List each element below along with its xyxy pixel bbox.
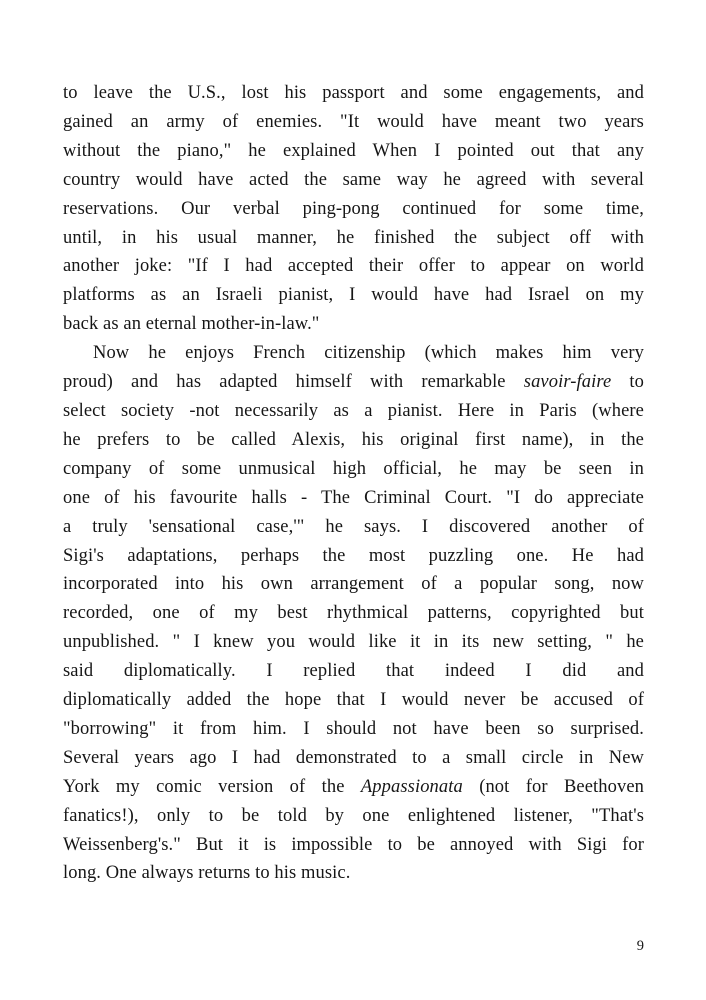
text-line: [63, 570, 644, 599]
text-line: [63, 628, 644, 657]
text-segment: fanatics!), only to be told by one enlightened listener, "That's: [63, 805, 644, 826]
text-line: [63, 310, 644, 339]
text-segment: country would have acted the same way he agreed with several: [63, 169, 644, 190]
text-segment: to leave the U.S., lost his passport and some engagements, and: [63, 83, 644, 103]
text-line: [63, 773, 644, 802]
text-block: [63, 79, 644, 888]
text-line: [63, 339, 644, 368]
text-segment: unpublished. " I knew you would like it in its new setting, " he: [63, 632, 644, 653]
text-line: [63, 426, 644, 455]
text-line: [63, 715, 644, 744]
text-line: [63, 657, 644, 686]
text-segment: long. One always returns to his music.: [63, 863, 351, 884]
text-segment: another joke: "If I had accepted their offer to appear on world: [63, 256, 644, 277]
text-line: [63, 484, 644, 513]
text-segment: said diplomatically. I replied that indeed I did and: [63, 661, 644, 682]
text-segment: Weissenberg's." But it is impossible to be annoyed with Sigi for: [63, 834, 644, 855]
text-segment: (not for Beethoven: [462, 776, 644, 797]
text-line: [63, 252, 644, 281]
text-line: [63, 831, 644, 860]
text-line: [63, 166, 644, 195]
text-segment: incorporated into his own arrangement of a popular song, now: [63, 574, 644, 595]
italic-text: savoir-faire: [523, 372, 612, 393]
text-line: [63, 744, 644, 773]
text-segment: Sigi's adaptations, perhaps the most puzzling one. He had: [63, 545, 644, 566]
text-line: [63, 599, 644, 628]
text-segment: back as an eternal mother-in-law.": [63, 314, 320, 335]
text-segment: Several years ago I had demonstrated to a small circle in New: [63, 747, 644, 768]
text-line: [63, 79, 644, 108]
text-segment: company of some unmusical high official, he may be seen in: [63, 458, 644, 479]
text-segment: York my comic version of the: [63, 776, 361, 797]
text-line: [63, 542, 644, 571]
text-line: [63, 281, 644, 310]
text-segment: platforms as an Israeli pianist, I would have had Israel on my: [63, 285, 644, 306]
text-segment: without the piano," he explained When I pointed out that any: [63, 140, 644, 161]
text-segment: recorded, one of my best rhythmical patterns, copyrighted but: [63, 603, 644, 624]
text-line: [63, 802, 644, 831]
text-segment: "borrowing" it from him. I should not have been so surprised.: [63, 718, 644, 739]
page-number: 9: [636, 938, 644, 954]
text-segment: Now he enjoys French citizenship (which makes him very: [93, 343, 644, 364]
text-line: [63, 368, 644, 397]
text-segment: to: [611, 372, 644, 393]
text-line: [63, 455, 644, 484]
text-segment: until, in his usual manner, he finished the subject off with: [63, 227, 644, 248]
text-segment: he prefers to be called Alexis, his original first name), in the: [63, 429, 644, 450]
italic-text: Appassionata: [360, 776, 463, 797]
text-line: [63, 397, 644, 426]
text-segment: reservations. Our verbal ping-pong continued for some time,: [63, 198, 644, 219]
text-segment: proud) and has adapted himself with remarkable: [63, 372, 524, 393]
text-segment: gained an army of enemies. "It would have meant two years: [63, 111, 644, 132]
text-line: [63, 108, 644, 137]
text-line: [63, 224, 644, 253]
text-line: [63, 137, 644, 166]
text-segment: a truly 'sensational case,'" he says. I discovered another of: [63, 516, 644, 537]
text-segment: diplomatically added the hope that I would never be accused of: [63, 690, 644, 711]
text-line: [63, 859, 644, 888]
text-segment: select society -not necessarily as a pianist. Here in Paris (where: [63, 400, 644, 421]
paragraph: [63, 339, 644, 888]
text-line: [63, 195, 644, 224]
paragraph: [63, 79, 644, 339]
text-line: [63, 686, 644, 715]
text-line: [63, 513, 644, 542]
text-segment: one of his favourite halls - The Criminal Court. "I do appreciate: [63, 487, 644, 508]
